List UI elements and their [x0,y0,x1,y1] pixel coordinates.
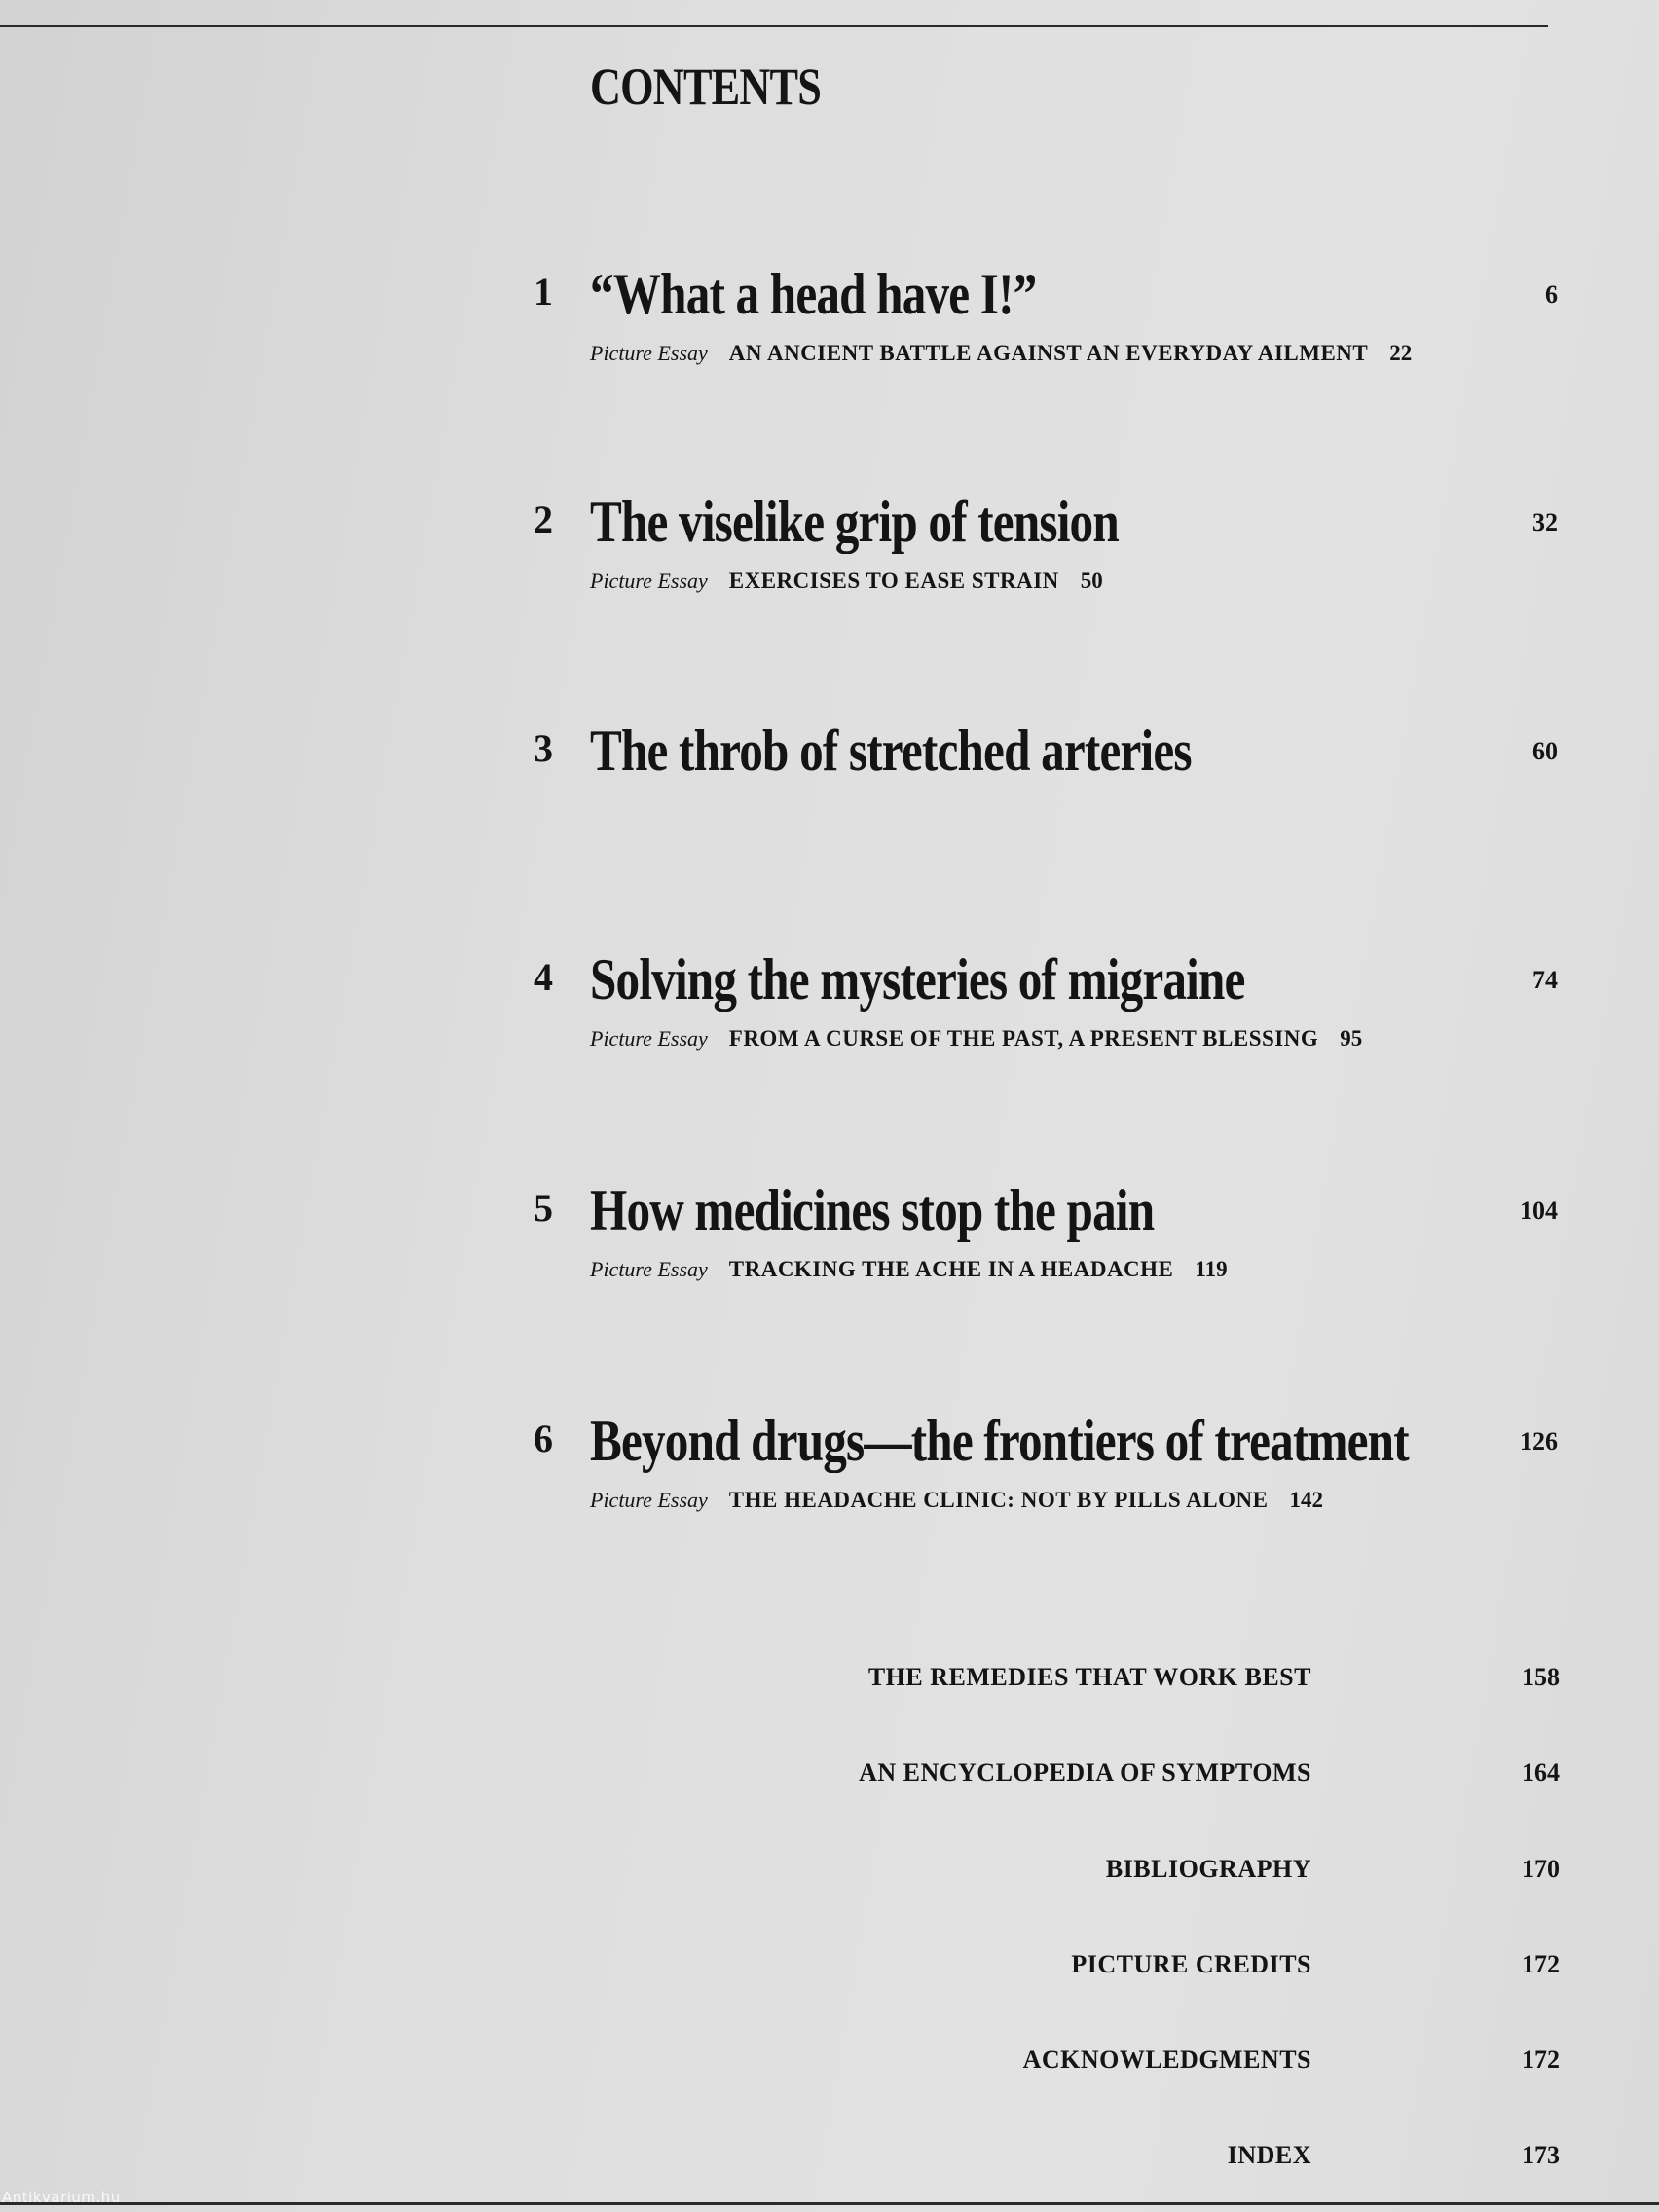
chapter-number: 6 [534,1417,553,1460]
picture-essay-label: Picture Essay [590,341,708,365]
back-matter-item [0,2046,1659,2079]
chapter-page: 104 [1520,1197,1558,1225]
picture-essay-page: 95 [1340,1026,1363,1051]
chapter-page: 6 [1545,280,1558,309]
back-matter-label: THE REMEDIES THAT WORK BEST [867,1663,1311,1691]
chapter-title: “What a head have I!” [590,262,1037,326]
top-rule [0,25,1548,27]
back-matter-item [0,1855,1659,1888]
back-matter-page: 172 [1522,2046,1560,2074]
back-matter-page: 172 [1522,1950,1560,1978]
picture-essay-page: 22 [1389,341,1413,365]
picture-essay [590,1026,1362,1051]
chapter-title: How medicines stop the pain [590,1178,1155,1242]
back-matter-label: PICTURE CREDITS [1071,1950,1311,1978]
picture-essay-page: 142 [1289,1488,1323,1512]
picture-essay-page: 50 [1080,569,1103,593]
chapter-page: 126 [1520,1427,1558,1456]
chapter-number: 2 [534,498,553,541]
back-matter-page: 170 [1522,1855,1560,1883]
picture-essay-title: THE HEADACHE CLINIC: NOT BY PILLS ALONE [728,1488,1269,1512]
chapter-number: 4 [534,955,553,999]
chapter-title: The viselike grip of tension [590,490,1119,554]
chapter-number: 5 [534,1186,553,1230]
back-matter-item [0,1758,1659,1791]
picture-essay [590,1257,1228,1282]
picture-essay-title: TRACKING THE ACHE IN A HEADACHE [728,1257,1174,1281]
back-matter-label: BIBLIOGRAPHY [1105,1855,1311,1883]
back-matter-item [0,2141,1659,2174]
chapter-title: The throb of stretched arteries [590,719,1192,783]
back-matter-page: 164 [1522,1758,1560,1787]
page-title: CONTENTS [590,57,822,116]
back-matter-label: AN ENCYCLOPEDIA OF SYMPTOMS [859,1758,1311,1787]
watermark: Antikvarium.hu [2,2189,121,2206]
back-matter-page: 158 [1522,1663,1560,1691]
bottom-rule [0,2202,1659,2205]
picture-essay [590,1488,1323,1513]
picture-essay-label: Picture Essay [590,1257,708,1281]
picture-essay-page: 119 [1195,1257,1228,1281]
chapter-page: 60 [1532,737,1558,765]
picture-essay-label: Picture Essay [590,1026,708,1051]
picture-essay-label: Picture Essay [590,1488,708,1512]
back-matter-page: 173 [1522,2141,1560,2169]
chapter-title: Solving the mysteries of migraine [590,947,1245,1012]
picture-essay-label: Picture Essay [590,569,708,593]
chapter-page: 74 [1532,966,1558,994]
back-matter-label: INDEX [1227,2141,1311,2169]
picture-essay [590,569,1103,594]
chapter-number: 3 [534,726,553,770]
picture-essay-title: EXERCISES TO EASE STRAIN [728,569,1059,593]
back-matter-item [0,1663,1659,1696]
picture-essay-title: FROM A CURSE OF THE PAST, A PRESENT BLESSING [728,1026,1319,1051]
back-matter-label: ACKNOWLEDGMENTS [1022,2046,1311,2074]
chapter-title: Beyond drugs—the frontiers of treatment [590,1409,1409,1473]
chapter-number: 1 [534,270,553,313]
picture-essay [590,341,1412,366]
chapter-page: 32 [1532,508,1558,536]
picture-essay-title: AN ANCIENT BATTLE AGAINST AN EVERYDAY AILMENT [728,341,1369,365]
back-matter-item [0,1950,1659,1983]
